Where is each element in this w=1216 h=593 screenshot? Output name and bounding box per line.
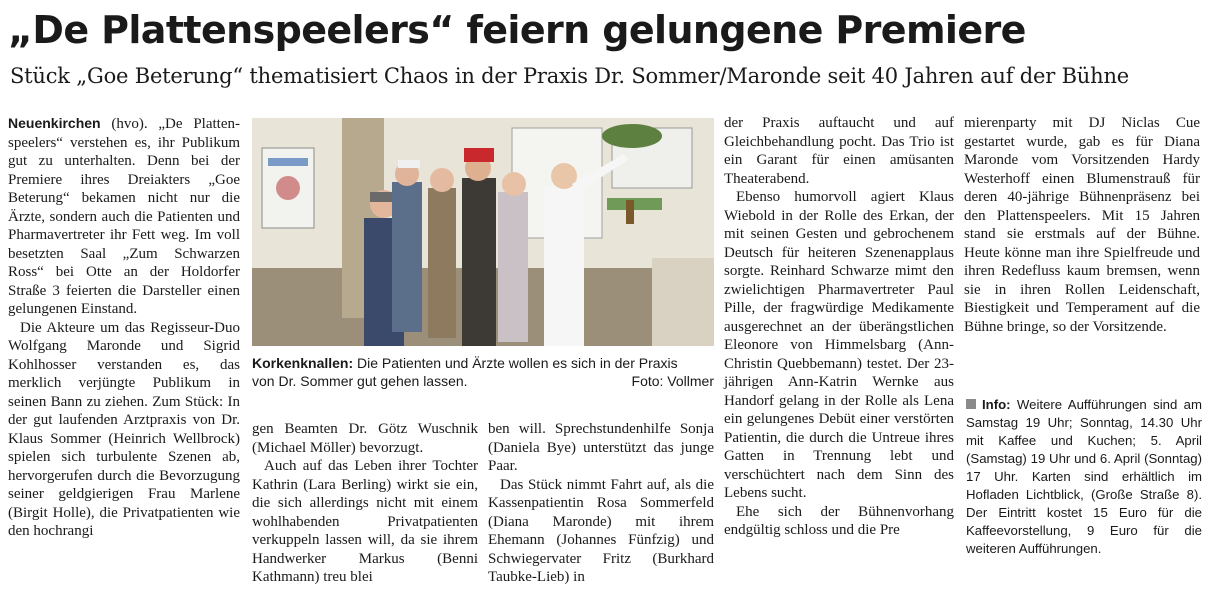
- paragraph: ben will. Sprechstundenhilfe Sonja (Daniela Bye) unterstützt das junge Paar.: [488, 421, 714, 474]
- info-label: Info:: [982, 397, 1011, 412]
- article-column-3: [488, 420, 714, 587]
- caption-text: Die Patienten und Ärzte wollen es sich in der Praxis: [353, 355, 678, 371]
- paragraph: Auch auf das Leben ihrer Tochter Kathrin (Lara Berling) wirkt sie ein, die sich allerdings nicht mit einem wohlhabenden Privatpatienten verkuppeln lassen will, da sie ihrem Handwerker Markus (Benni Kathmann) treu blei: [252, 458, 478, 585]
- article-column-1: [8, 114, 240, 541]
- dateline: Neuenkirchen: [8, 115, 101, 131]
- stage-scene-illustration: [252, 118, 714, 346]
- caption-lead: Korkenknallen:: [252, 355, 354, 371]
- caption-text-line-2: von Dr. Sommer gut gehen lassen.: [252, 373, 468, 389]
- article-column-5: [964, 114, 1200, 336]
- subheadline: Stück „Goe Beterung“ thematisiert Chaos in der Praxis Dr. Sommer/Maronde seit 40 Jahren auf der Bühne: [10, 64, 1130, 88]
- headline: „De Plattenspeelers“ feiern gelungene Premiere: [8, 8, 1026, 52]
- photo-credit: Foto: Vollmer: [631, 373, 714, 389]
- paragraph-text: (hvo). „De Plattenspeelers“ verstehen es, ihr Publikum gut zu unterhalten. Denn bei der Premiere ihres Dreiakters „Goe Beterung“ bekamen nicht nur die Ärzte, sondern auch die Patienten und Pharmavertreter ihr Fett weg. Im voll besetzten Saal „Zum Schwarzen Ross“ bei Otte an der Holdorfer Straße 3 feierten die Darsteller einen gelungenen Einstand.: [8, 116, 240, 317]
- photo-caption: [252, 354, 714, 390]
- paragraph: Ebenso humorvoll agiert Klaus Wiebold in der Rolle des Erkan, der mit seinen Gesten und gebrochenem Deutsch für heiteren Szenenapplaus sorgte. Reinhard Schwarze mimt den zwielichtigen Pharmavertreter Paul Pille, der fragwürdige Medikamente ausgerechnet an der überängstlichen Eleonore von Himmelsbarg (Ann-Christin Quebbemann) testet. Der 23-jährigen Ann-Katrin Wernke aus Handorf gelang in der Rolle als Lena ein gelungenes Debüt einer verstörten Patientin, die durch die Untreue ihres Gatten in Trennung lebt und verschüchtert nach dem Sinn des Lebens sucht.: [724, 189, 954, 501]
- info-text: Weitere Aufführungen sind am Samstag 19 Uhr; Sonntag, 14.30 Uhr mit Kaffee und Kuchen; 5. April (Samstag) 19 Uhr und 6. April (Sonntag) 17 Uhr. Karten sind erhältlich im Hofladen Lichtblick, (Große Straße 8). Der Eintritt kostet 15 Euro für die Kaffeevorstellung, 9 Euro für die weiteren Aufführungen.: [966, 397, 1202, 556]
- paragraph: [8, 114, 240, 319]
- article-column-4: [724, 114, 954, 540]
- info-box: [966, 396, 1202, 558]
- paragraph: mierenparty mit DJ Niclas Cue gestartet wurde, gab es für Diana Maronde vom Vorsitzenden Hardy Westerhoff einen Blumenstrauß für deren 40-jährige Bühnenpräsenz bei den Plattenspeelers. Mit 15 Jahren stand sie erstmals auf der Bühne. Heute könne man ihre Spielfreude und ihren Redefluss kaum bremsen, wenn sie in ihren Rollen Leidenschaft, Biestigkeit und Temperament auf die Bühne bringe, so der Vorsitzende.: [964, 115, 1200, 335]
- paragraph: Die Akteure um das Regisseur-Duo Wolfgang Maronde und Sigrid Kohlhosser verstanden es, das merklich verjüngte Publikum in seinen Bann zu ziehen. Zum Stück: In der gut laufenden Arztpraxis von Dr. Klaus Sommer (Heinrich Wellbrock) spielen sich turbulente Szenen ab, hervorgerufen durch die Bevorzugung seiner geldgierigen Frau Marlene (Birgit Holle), die Privatpatienten wie den hochrangi: [8, 319, 240, 539]
- article-photo: [252, 118, 714, 346]
- paragraph: Ehe sich der Bühnenvorhang endgültig schloss und die Pre: [724, 503, 954, 538]
- paragraph: der Praxis auftaucht und auf Gleichbehandlung pocht. Das Trio ist ein Garant für einen amüsanten Theaterabend.: [724, 115, 954, 187]
- paragraph: Das Stück nimmt Fahrt auf, als die Kassenpatientin Rosa Sommerfeld (Diana Maronde) mit ihrem Ehemann (Johannes Fünfzig) und Schwiegervater Fritz (Burkhard Taubke-Lieb) in: [488, 476, 714, 585]
- info-bullet-icon: [966, 399, 976, 409]
- article-column-2: [252, 420, 478, 587]
- paragraph: gen Beamten Dr. Götz Wuschnik (Michael Möller) bevorzugt.: [252, 421, 478, 456]
